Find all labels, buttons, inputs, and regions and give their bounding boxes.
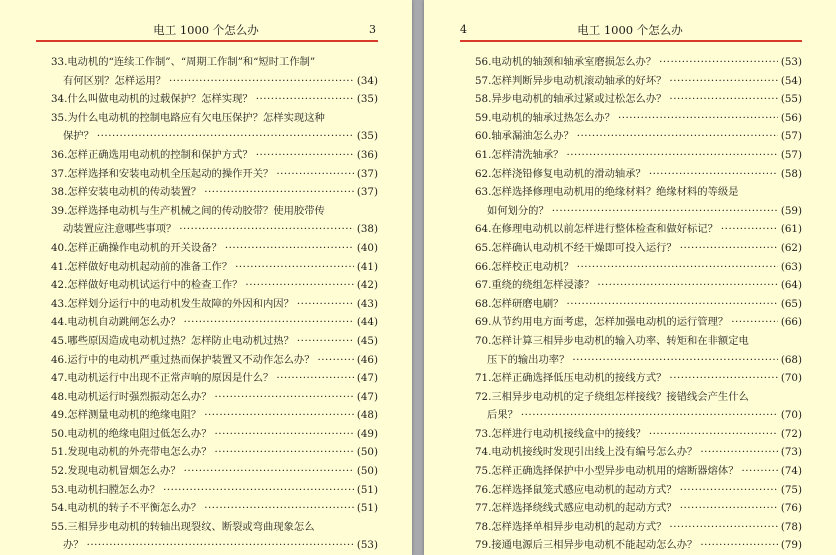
toc-entry-text: 52.发现电动机冒烟怎么办？ [51, 465, 181, 478]
toc-page-ref: (64) [780, 279, 802, 292]
toc-page-ref: (70) [780, 372, 802, 385]
toc-page-ref: (51) [356, 483, 378, 496]
dot-leader [731, 313, 778, 332]
toc-entry-line [475, 313, 802, 332]
toc-page-ref: (59) [780, 204, 802, 217]
toc-entry [51, 481, 378, 500]
toc-entry [475, 518, 802, 537]
toc-entry [51, 276, 378, 295]
toc-entry-text: 如何划分的？ [487, 204, 549, 217]
toc-page-ref: (38) [356, 223, 378, 236]
toc-page-ref: (63) [780, 260, 802, 273]
toc-entry [51, 258, 378, 277]
toc-page-ref: (62) [780, 241, 802, 254]
toc-entry-line [51, 481, 378, 500]
toc-entry-line [475, 295, 802, 314]
toc-entry-text: 59.电动机的轴承过热怎么办？ [475, 111, 615, 124]
dot-leader [597, 276, 778, 295]
toc-page-ref: (37) [356, 186, 378, 199]
dot-leader [215, 388, 354, 407]
toc-page-ref: (53) [356, 539, 378, 552]
toc-entry-text: 35.为什么电动机的控制电路应有欠电压保护？怎样实现这种 [51, 111, 325, 124]
toc-page-ref: (58) [780, 167, 802, 180]
toc-entry [51, 313, 378, 332]
toc-entry-line [51, 90, 378, 109]
dot-leader [215, 443, 354, 462]
toc-entry-line [475, 90, 802, 109]
toc-entry-text: 47.电动机运行中出现不正常声响的原因是什么？ [51, 372, 274, 385]
toc-page-ref: (48) [356, 409, 378, 422]
book-page-left [0, 0, 412, 555]
toc-entry-line [51, 313, 378, 332]
toc-entry-line [51, 276, 378, 295]
toc-page-ref: (53) [780, 56, 802, 68]
header-rule [460, 40, 802, 42]
toc-entry-line [475, 53, 802, 72]
toc-entry-text: 61.怎样清洗轴承？ [475, 148, 564, 161]
toc-entry [51, 109, 378, 146]
toc-entry-line [51, 406, 378, 425]
toc-entry-line [475, 518, 802, 537]
toc-entry-line [475, 202, 802, 221]
toc-entry [51, 462, 378, 481]
dot-leader [669, 90, 777, 109]
toc-entry-text: 66.怎样校正电动机？ [475, 260, 574, 273]
toc-page-ref: (35) [356, 130, 378, 143]
toc-list [475, 53, 802, 555]
dot-leader [659, 53, 778, 72]
toc-entry-line [51, 109, 378, 128]
toc-list [51, 53, 378, 555]
toc-entry-line [51, 462, 378, 481]
toc-entry-text: 48.电动机运行时强烈振动怎么办？ [51, 390, 212, 403]
toc-entry [51, 183, 378, 202]
toc-entry [475, 183, 802, 220]
toc-entry [51, 332, 378, 351]
toc-page-ref: (78) [780, 520, 802, 533]
toc-entry-line [51, 165, 378, 184]
dot-leader [297, 295, 354, 314]
toc-entry-line [51, 499, 378, 518]
dot-leader [169, 72, 354, 91]
dot-leader [566, 146, 777, 165]
dot-leader [669, 72, 777, 91]
dot-leader [577, 127, 778, 146]
toc-entry-line [475, 425, 802, 444]
toc-entry [51, 443, 378, 462]
dot-leader [680, 499, 778, 518]
toc-page-ref: (34) [356, 74, 378, 87]
page-header [460, 22, 800, 40]
dot-leader [572, 351, 777, 370]
toc-entry-text: 55.三相异步电动机的转轴出现裂纹、断裂或弯曲现象怎么 [51, 520, 315, 533]
toc-page-ref: (46) [356, 353, 378, 366]
running-title: 电工 1000 个怎么办 [577, 23, 683, 37]
toc-entry-line [475, 220, 802, 239]
toc-entry [475, 425, 802, 444]
toc-entry [51, 295, 378, 314]
toc-entry-text: 78.怎样选择单相异步电动机的起动方式？ [475, 520, 667, 533]
dot-leader [215, 425, 354, 444]
toc-entry [475, 332, 802, 369]
dot-leader [204, 183, 354, 202]
toc-entry [51, 351, 378, 370]
toc-entry [475, 481, 802, 500]
toc-entry-text: 69.从节约用电方面考虑，怎样加强电动机的运行管理？ [475, 316, 729, 329]
toc-entry-line [51, 536, 378, 555]
toc-entry [51, 239, 378, 258]
toc-page-ref: (43) [356, 297, 378, 310]
toc-entry [51, 369, 378, 388]
toc-entry [51, 202, 378, 239]
toc-entry-text: 56.电动机的轴颈和轴承室磨损怎么办？ [475, 56, 657, 68]
toc-entry [475, 72, 802, 91]
toc-page-ref: (70) [780, 409, 802, 422]
dot-leader [163, 481, 354, 500]
toc-page-ref: (36) [356, 148, 378, 161]
toc-page-ref: (66) [780, 316, 802, 329]
toc-entry-line [51, 443, 378, 462]
toc-entry-text: 44.电动机自动跳闸怎么办？ [51, 316, 181, 329]
toc-entry [51, 425, 378, 444]
toc-entry [475, 499, 802, 518]
toc-entry [475, 109, 802, 128]
dot-leader [700, 536, 778, 555]
toc-entry [475, 53, 802, 72]
dot-leader [256, 90, 354, 109]
dot-leader [700, 443, 778, 462]
toc-page-ref: (75) [780, 483, 802, 496]
dot-leader [680, 239, 778, 258]
toc-entry [475, 462, 802, 481]
toc-entry-line [475, 109, 802, 128]
toc-page-ref: (47) [356, 372, 378, 385]
toc-entry-text: 保护？ [63, 130, 94, 143]
dot-leader [297, 332, 354, 351]
toc-entry [475, 146, 802, 165]
toc-page-ref: (44) [356, 316, 378, 329]
toc-entry-line [475, 165, 802, 184]
dot-leader [618, 109, 778, 128]
toc-entry [475, 90, 802, 109]
toc-entry-text: 50.电动机的绝缘电阻过低怎么办？ [51, 427, 212, 440]
toc-page-ref: (55) [780, 93, 802, 106]
dot-leader [276, 369, 354, 388]
toc-page-ref: (72) [780, 427, 802, 440]
dot-leader [742, 462, 778, 481]
header-rule [36, 40, 378, 42]
toc-entry [475, 258, 802, 277]
page-number: 3 [369, 23, 376, 36]
dot-leader [577, 258, 778, 277]
toc-entry-line [51, 351, 378, 370]
toc-entry-line [51, 369, 378, 388]
toc-entry-line [475, 443, 802, 462]
dot-leader [521, 406, 778, 425]
toc-entry-line [475, 239, 802, 258]
toc-entry-text: 49.怎样测量电动机的绝缘电阻？ [51, 409, 202, 422]
toc-entry-line [51, 295, 378, 314]
toc-entry-text: 45.哪些原因造成电动机过热？怎样防止电动机过热？ [51, 334, 294, 347]
toc-entry-text: 67.重绕的绕组怎样浸漆？ [475, 279, 595, 292]
dot-leader [204, 406, 354, 425]
toc-entry-text: 38.怎样安装电动机的传动装置？ [51, 186, 202, 199]
toc-page-ref: (65) [780, 297, 802, 310]
toc-page-ref: (50) [356, 465, 378, 478]
dot-leader [245, 276, 353, 295]
toc-entry-text: 46.运行中的电动机严重过热而保护装置又不动作怎么办？ [51, 353, 315, 366]
dot-leader [669, 518, 777, 537]
dot-leader [204, 499, 354, 518]
toc-entry [475, 239, 802, 258]
toc-entry [51, 518, 378, 555]
toc-entry-text: 办？ [63, 539, 84, 552]
toc-entry [51, 90, 378, 109]
toc-entry-line [51, 388, 378, 407]
toc-entry-line [51, 146, 378, 165]
toc-page-ref: (61) [780, 223, 802, 236]
toc-page-ref: (68) [780, 353, 802, 366]
dot-leader [276, 165, 354, 184]
toc-entry-text: 57.怎样判断异步电动机滚动轴承的好坏？ [475, 74, 667, 87]
toc-entry-text: 73.怎样进行电动机接线盒中的接线？ [475, 427, 646, 440]
dot-leader [97, 127, 354, 146]
toc-entry-line [51, 202, 378, 221]
toc-entry-text: 有何区别？怎样运用？ [63, 74, 166, 87]
toc-page-ref: (40) [356, 241, 378, 254]
toc-entry-line [475, 388, 802, 407]
toc-entry-text: 36.怎样正确选用电动机的控制和保护方式？ [51, 148, 253, 161]
toc-entry-text: 75.怎样正确选择保护中小型异步电动机用的熔断器熔体？ [475, 465, 739, 478]
toc-entry [475, 536, 802, 555]
toc-entry-line [475, 146, 802, 165]
toc-entry-text: 79.接通电源后三相异步电动机不能起动怎么办？ [475, 539, 698, 552]
toc-page-ref: (42) [356, 279, 378, 292]
toc-entry [51, 388, 378, 407]
toc-page-ref: (56) [780, 111, 802, 124]
toc-entry-text: 65.怎样确认电动机不经干燥即可投入运行？ [475, 241, 677, 254]
toc-entry-text: 68.怎样研磨电刷？ [475, 297, 564, 310]
toc-entry [475, 443, 802, 462]
dot-leader [225, 239, 354, 258]
running-title: 电工 1000 个怎么办 [153, 23, 259, 37]
dot-leader [184, 313, 354, 332]
toc-page-ref: (50) [356, 446, 378, 459]
toc-entry-text: 43.怎样划分运行中的电动机发生故障的外因和内因？ [51, 297, 294, 310]
toc-entry-line [51, 425, 378, 444]
dot-leader [184, 462, 354, 481]
toc-entry-text: 42.怎样做好电动机试运行中的检查工作？ [51, 279, 243, 292]
page-number: 4 [460, 23, 467, 36]
dot-leader [649, 165, 778, 184]
toc-page-ref: (73) [780, 446, 802, 459]
toc-entry [475, 276, 802, 295]
dot-leader [721, 220, 778, 239]
toc-entry-text: 51.发现电动机的外壳带电怎么办？ [51, 446, 212, 459]
toc-entry-text: 33.电动机的“连续工作制”、“周期工作制”和“短时工作制” [51, 56, 316, 68]
toc-entry [475, 295, 802, 314]
toc-page-ref: (35) [356, 93, 378, 106]
dot-leader [680, 481, 778, 500]
toc-entry [51, 499, 378, 518]
toc-entry-line [475, 499, 802, 518]
toc-page-ref: (51) [356, 502, 378, 515]
toc-entry-line [51, 518, 378, 537]
toc-entry-text: 63.怎样选择修理电动机用的绝缘材料？绝缘材料的等级是 [475, 186, 739, 199]
toc-page-ref: (54) [780, 74, 802, 87]
toc-page-ref: (79) [780, 539, 802, 552]
toc-entry-line [51, 258, 378, 277]
toc-page-ref: (49) [356, 427, 378, 440]
dot-leader [669, 369, 777, 388]
toc-entry-text: 58.异步电动机的轴承过紧或过松怎么办？ [475, 93, 667, 106]
toc-entry [475, 369, 802, 388]
toc-entry-line [475, 258, 802, 277]
dot-leader [318, 351, 354, 370]
toc-entry-text: 71.怎样正确选择低压电动机的接线方式？ [475, 372, 667, 385]
toc-entry-text: 41.怎样做好电动机起动前的准备工作？ [51, 260, 233, 273]
toc-entry-text: 压下的输出功率？ [487, 353, 570, 366]
toc-page-ref: (57) [780, 148, 802, 161]
toc-entry-line [51, 72, 378, 91]
toc-entry-line [475, 183, 802, 202]
dot-leader [566, 295, 777, 314]
toc-entry [51, 406, 378, 425]
toc-entry-text: 39.怎样选择电动机与生产机械之间的传动胶带？使用胶带传 [51, 204, 325, 217]
dot-leader [256, 146, 354, 165]
toc-entry-text: 72.三相异步电动机的定子绕组怎样接线？接错线会产生什么 [475, 390, 749, 403]
toc-entry-line [51, 127, 378, 146]
toc-entry-text: 后果？ [487, 409, 518, 422]
toc-entry-text: 60.轴承漏油怎么办？ [475, 130, 574, 143]
toc-entry-text: 40.怎样正确操作电动机的开关设备？ [51, 241, 222, 254]
toc-entry-text: 37.怎样选择和安装电动机全压起动的操作开关？ [51, 167, 274, 180]
dot-leader [649, 425, 778, 444]
toc-entry-line [475, 536, 802, 555]
toc-entry-line [475, 351, 802, 370]
toc-entry [475, 388, 802, 425]
toc-entry-text: 53.电动机扫膛怎么办？ [51, 483, 161, 496]
toc-entry-line [475, 72, 802, 91]
dot-leader [552, 202, 778, 221]
toc-entry [475, 220, 802, 239]
toc-entry-line [475, 406, 802, 425]
toc-entry-line [475, 481, 802, 500]
toc-entry [51, 146, 378, 165]
toc-entry-line [51, 220, 378, 239]
toc-entry-text: 54.电动机的转子不平衡怎么办？ [51, 502, 202, 515]
toc-entry-line [51, 332, 378, 351]
toc-entry-line [51, 53, 378, 72]
toc-entry-line [475, 369, 802, 388]
toc-page-ref: (47) [356, 390, 378, 403]
toc-entry-text: 34.什么叫做电动机的过载保护？怎样实现？ [51, 93, 253, 106]
toc-page-ref: (57) [780, 130, 802, 143]
toc-entry-text: 62.怎样浇铅修复电动机的滑动轴承？ [475, 167, 646, 180]
toc-entry-text: 74.电动机接线时发现引出线上没有编号怎么办？ [475, 446, 698, 459]
toc-entry [51, 165, 378, 184]
toc-entry-text: 76.怎样选择鼠笼式感应电动机的起动方式？ [475, 483, 677, 496]
toc-entry-text: 77.怎样选择绕线式感应电动机的起动方式？ [475, 502, 677, 515]
toc-entry-text: 64.在修理电动机以前怎样进行整体检查和做好标记？ [475, 223, 718, 236]
toc-page-ref: (74) [780, 465, 802, 478]
dot-leader [179, 220, 354, 239]
toc-entry-line [475, 276, 802, 295]
toc-page-ref: (45) [356, 334, 378, 347]
toc-page-ref: (76) [780, 502, 802, 515]
book-page-right [424, 0, 836, 555]
dot-leader [87, 536, 354, 555]
toc-page-ref: (41) [356, 260, 378, 273]
toc-entry [475, 127, 802, 146]
toc-entry-line [475, 462, 802, 481]
toc-entry-text: 70.怎样计算三相异步电动机的输入功率、转矩和在非额定电 [475, 334, 749, 347]
toc-entry [51, 53, 378, 90]
toc-entry [475, 313, 802, 332]
toc-page-ref: (37) [356, 167, 378, 180]
toc-entry [475, 165, 802, 184]
toc-entry-line [475, 332, 802, 351]
toc-entry-text: 动装置应注意哪些事项？ [63, 223, 177, 236]
toc-entry-line [51, 239, 378, 258]
toc-entry-line [51, 183, 378, 202]
toc-entry-line [475, 127, 802, 146]
dot-leader [235, 258, 354, 277]
page-header [36, 22, 376, 40]
